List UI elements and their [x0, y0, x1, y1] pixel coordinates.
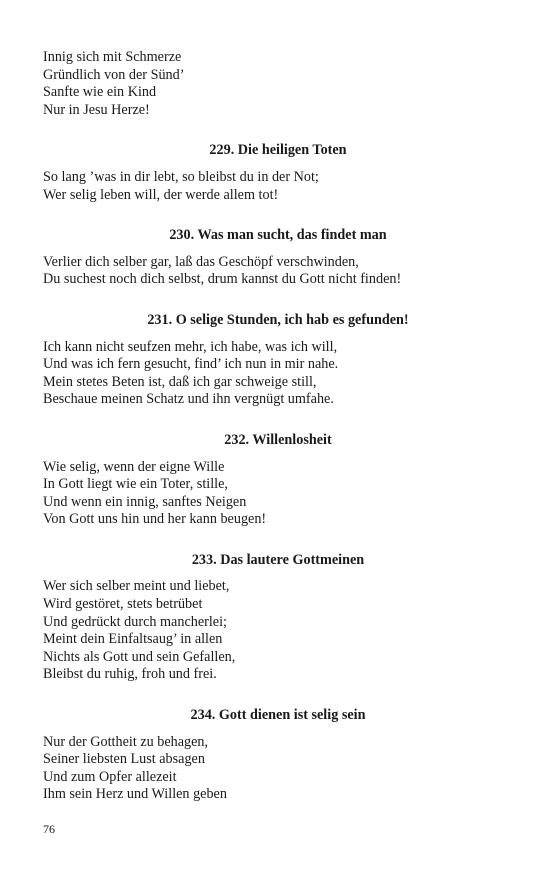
poem-title-229: 229. Die heiligen Toten [209, 142, 347, 159]
poem-line: Bleibst du ruhig, froh und frei. [43, 666, 217, 683]
poem-line: In Gott liegt wie ein Toter, stille, [43, 476, 228, 493]
poem-line: Meint dein Einfaltsaug’ in allen [43, 631, 223, 648]
poem-line: Und was ich fern gesucht, find’ ich nun in mir nahe. [43, 356, 339, 373]
page-number: 76 [43, 822, 55, 836]
stanza-line: Innig sich mit Schmerze [43, 49, 182, 65]
poem-line: Wer selig leben will, der werde allem tot! [43, 186, 279, 203]
poem-line: Und zum Opfer allezeit [43, 768, 177, 785]
poem-line: Du suchest noch dich selbst, drum kannst du Gott nicht finden! [43, 271, 402, 288]
poem-line: Seiner liebsten Lust absagen [43, 751, 205, 768]
poem-line: Beschaue meinen Schatz und ihn vergnügt umfahe. [43, 391, 334, 408]
poem-line: Wer sich selber meint und liebet, [43, 578, 230, 595]
poem-line: Mein stetes Beten ist, daß ich gar schweige still, [43, 373, 317, 390]
stanza-line: Sanfte wie ein Kind [43, 84, 157, 101]
poem-body-230 [43, 254, 513, 289]
poem-title-234: 234. Gott dienen ist selig sein [190, 707, 366, 724]
stanza-line: Nur in Jesu Herze! [43, 101, 150, 118]
poem-line: Verlier dich selber gar, laß das Geschöpf verschwinden, [43, 253, 359, 270]
poem-title-232: 232. Willenlosheit [224, 431, 332, 448]
poem-line: Und wenn ein innig, sanftes Neigen [43, 493, 247, 510]
poem-line: Nur der Gottheit zu behagen, [43, 733, 209, 750]
poem-body-231 [43, 339, 513, 409]
poem-body-234 [43, 734, 513, 804]
poem-line: Wie selig, wenn der eigne Wille [43, 458, 225, 475]
poem-line: Nichts als Gott und sein Gefallen, [43, 648, 236, 665]
intro-stanza [43, 49, 513, 119]
poem-line: Von Gott uns hin und her kann beugen! [43, 511, 267, 528]
poem-body-233 [43, 578, 513, 684]
poem-line: So lang ’was in dir lebt, so bleibst du in der Not; [43, 168, 319, 185]
poem-title-231: 231. O selige Stunden, ich hab es gefunden! [147, 311, 409, 328]
poem-line: Ich kann nicht seufzen mehr, ich habe, was ich will, [43, 338, 338, 355]
poem-body-232 [43, 459, 513, 529]
poem-title-230: 230. Was man sucht, das findet man [169, 227, 387, 244]
page-text [43, 49, 513, 804]
stanza-line: Gründlich von der Sünd’ [43, 66, 185, 83]
poem-line: Und gedrückt durch mancherlei; [43, 613, 227, 630]
poem-body-229 [43, 169, 513, 204]
poem-title-233: 233. Das lautere Gottmeinen [191, 551, 365, 568]
poem-line: Ihm sein Herz und Willen geben [43, 786, 227, 803]
poem-line: Wird gestöret, stets betrübet [43, 596, 203, 613]
